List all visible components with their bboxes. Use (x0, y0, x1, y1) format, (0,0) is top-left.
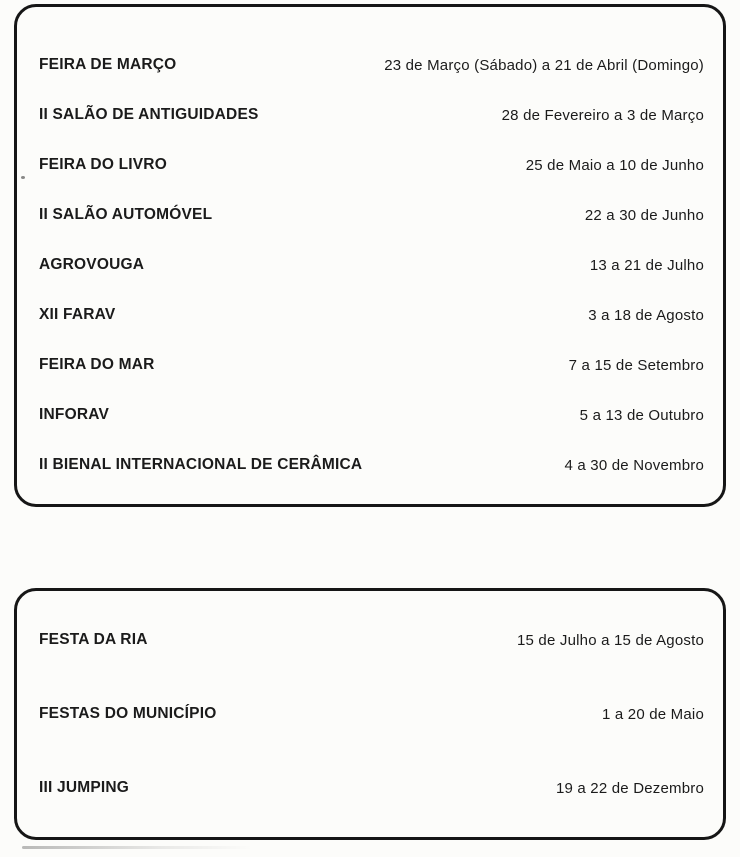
event-row (17, 390, 723, 440)
event-dates: 25 de Maio a 10 de Junho (525, 156, 704, 174)
event-name: XII FARAV (39, 306, 116, 323)
event-dates: 5 a 13 de Outubro (579, 406, 704, 424)
event-dates: 13 a 21 de Julho (589, 256, 704, 274)
event-dates: 22 a 30 de Junho (584, 206, 704, 224)
event-row (17, 340, 723, 390)
event-row (17, 440, 723, 490)
event-row (17, 677, 723, 751)
event-name: INFORAV (39, 406, 109, 423)
event-row (17, 751, 723, 825)
event-row (17, 140, 723, 190)
event-row (17, 90, 723, 140)
event-name: II BIENAL INTERNACIONAL DE CERÂMICA (39, 456, 363, 473)
event-row (17, 190, 723, 240)
event-row (17, 603, 723, 677)
event-name: III JUMPING (39, 779, 130, 796)
event-name: II SALÃO DE ANTIGUIDADES (39, 106, 259, 123)
event-name: FEIRA DE MARÇO (39, 56, 177, 73)
event-name: AGROVOUGA (39, 256, 145, 273)
event-name: II SALÃO AUTOMÓVEL (39, 206, 213, 223)
festivals-calendar-box (14, 588, 726, 840)
event-name: FEIRA DO LIVRO (39, 156, 167, 173)
event-dates: 23 de Março (Sábado) a 21 de Abril (Domingo) (384, 56, 704, 74)
event-row (17, 40, 723, 90)
event-row (17, 240, 723, 290)
event-dates: 1 a 20 de Maio (601, 705, 704, 723)
event-name: FESTAS DO MUNICÍPIO (39, 705, 217, 722)
event-dates: 7 a 15 de Setembro (568, 356, 704, 374)
event-dates: 15 de Julho a 15 de Agosto (516, 631, 704, 649)
event-dates: 4 a 30 de Novembro (564, 456, 704, 474)
scan-artifact-smudge (22, 846, 252, 849)
event-row (17, 290, 723, 340)
scan-artifact-dot (21, 176, 25, 179)
event-dates: 28 de Fevereiro a 3 de Março (501, 106, 704, 124)
fairs-calendar-box (14, 4, 726, 507)
event-dates: 3 a 18 de Agosto (588, 306, 704, 324)
event-name: FESTA DA RIA (39, 631, 148, 648)
event-dates: 19 a 22 de Dezembro (555, 779, 704, 797)
event-name: FEIRA DO MAR (39, 356, 155, 373)
